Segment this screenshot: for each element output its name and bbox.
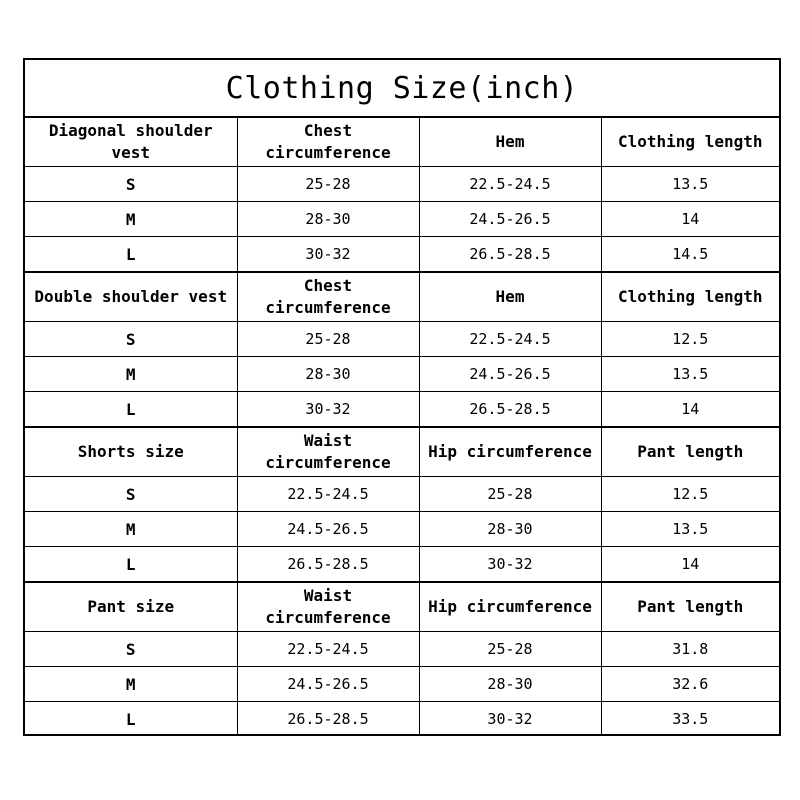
value-cell: 25-28 xyxy=(419,632,601,667)
value-cell: 28-30 xyxy=(237,202,419,237)
size-cell: S xyxy=(25,167,237,202)
size-cell: M xyxy=(25,512,237,547)
table-row xyxy=(25,477,779,512)
header-cell: Chest circumference xyxy=(237,118,419,167)
value-cell: 28-30 xyxy=(237,357,419,392)
value-cell: 12.5 xyxy=(601,477,779,512)
value-cell: 30-32 xyxy=(237,237,419,273)
size-cell: S xyxy=(25,632,237,667)
header-cell: Pant length xyxy=(601,582,779,632)
header-cell: Double shoulder vest xyxy=(25,272,237,322)
chart-title: Clothing Size(inch) xyxy=(25,60,779,118)
section-header-row xyxy=(25,427,779,477)
value-cell: 22.5-24.5 xyxy=(419,322,601,357)
value-cell: 24.5-26.5 xyxy=(237,667,419,702)
header-cell: Hip circumference xyxy=(419,427,601,477)
value-cell: 31.8 xyxy=(601,632,779,667)
table-row xyxy=(25,547,779,583)
header-cell: Waist circumference xyxy=(237,582,419,632)
size-cell: S xyxy=(25,322,237,357)
header-cell: Clothing length xyxy=(601,272,779,322)
value-cell: 14.5 xyxy=(601,237,779,273)
value-cell: 30-32 xyxy=(237,392,419,428)
size-cell: L xyxy=(25,702,237,737)
section-header-row xyxy=(25,272,779,322)
value-cell: 12.5 xyxy=(601,322,779,357)
value-cell: 32.6 xyxy=(601,667,779,702)
value-cell: 14 xyxy=(601,392,779,428)
value-cell: 14 xyxy=(601,547,779,583)
table-row xyxy=(25,392,779,428)
header-cell: Hem xyxy=(419,272,601,322)
table-row xyxy=(25,322,779,357)
value-cell: 13.5 xyxy=(601,357,779,392)
section-header-row xyxy=(25,582,779,632)
value-cell: 28-30 xyxy=(419,667,601,702)
value-cell: 33.5 xyxy=(601,702,779,737)
header-cell: Hem xyxy=(419,118,601,167)
size-cell: M xyxy=(25,202,237,237)
size-cell: M xyxy=(25,357,237,392)
size-cell: M xyxy=(25,667,237,702)
table-row xyxy=(25,202,779,237)
header-cell: Waist circumference xyxy=(237,427,419,477)
value-cell: 28-30 xyxy=(419,512,601,547)
section-header-row xyxy=(25,118,779,167)
value-cell: 26.5-28.5 xyxy=(237,547,419,583)
value-cell: 22.5-24.5 xyxy=(237,632,419,667)
value-cell: 26.5-28.5 xyxy=(419,392,601,428)
table-row xyxy=(25,237,779,273)
size-cell: L xyxy=(25,547,237,583)
value-cell: 24.5-26.5 xyxy=(237,512,419,547)
value-cell: 26.5-28.5 xyxy=(419,237,601,273)
table-row xyxy=(25,632,779,667)
header-cell: Clothing length xyxy=(601,118,779,167)
value-cell: 30-32 xyxy=(419,547,601,583)
value-cell: 25-28 xyxy=(419,477,601,512)
value-cell: 14 xyxy=(601,202,779,237)
header-cell: Diagonal shoulder vest xyxy=(25,118,237,167)
value-cell: 24.5-26.5 xyxy=(419,202,601,237)
value-cell: 26.5-28.5 xyxy=(237,702,419,737)
value-cell: 25-28 xyxy=(237,167,419,202)
header-cell: Pant size xyxy=(25,582,237,632)
header-cell: Chest circumference xyxy=(237,272,419,322)
value-cell: 24.5-26.5 xyxy=(419,357,601,392)
size-chart xyxy=(23,58,781,736)
value-cell: 22.5-24.5 xyxy=(237,477,419,512)
value-cell: 22.5-24.5 xyxy=(419,167,601,202)
value-cell: 13.5 xyxy=(601,512,779,547)
size-cell: S xyxy=(25,477,237,512)
table-row xyxy=(25,167,779,202)
value-cell: 13.5 xyxy=(601,167,779,202)
value-cell: 30-32 xyxy=(419,702,601,737)
table-row xyxy=(25,667,779,702)
header-cell: Pant length xyxy=(601,427,779,477)
value-cell: 25-28 xyxy=(237,322,419,357)
table-row xyxy=(25,357,779,392)
header-cell: Shorts size xyxy=(25,427,237,477)
table-row xyxy=(25,702,779,737)
size-cell: L xyxy=(25,237,237,273)
size-table xyxy=(25,118,779,736)
size-cell: L xyxy=(25,392,237,428)
table-row xyxy=(25,512,779,547)
header-cell: Hip circumference xyxy=(419,582,601,632)
